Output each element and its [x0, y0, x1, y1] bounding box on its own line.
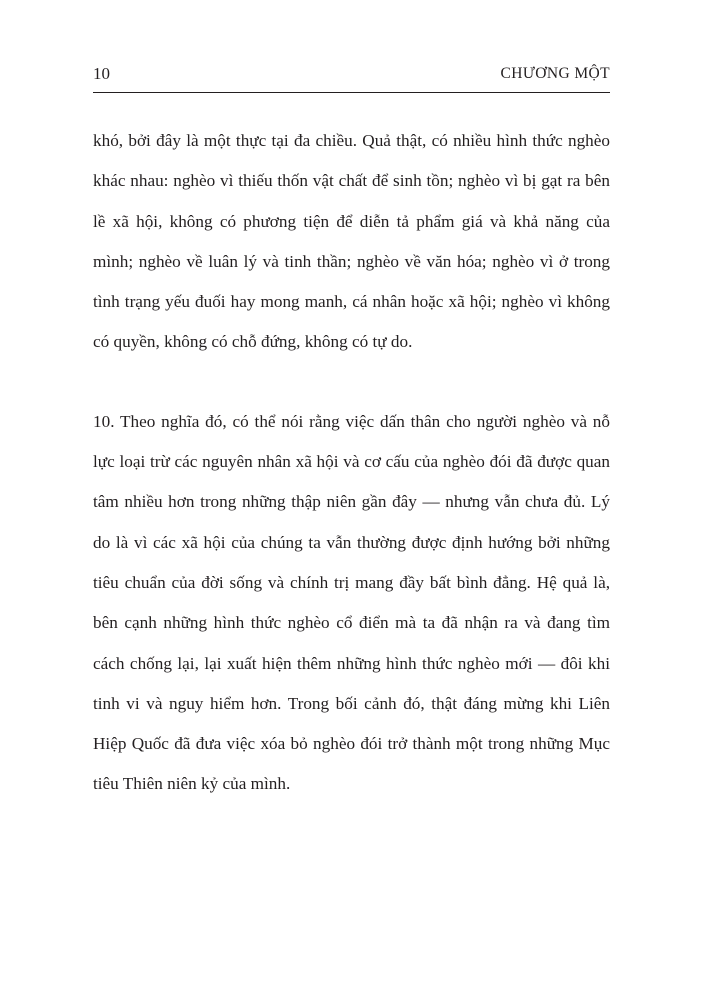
- running-header: [93, 64, 610, 93]
- paragraph-10: 10. Theo nghĩa đó, có thể nói rằng việc dấn thân cho người nghèo và nỗ lực loại trừ các nguyên nhân xã hội và cơ cấu của nghèo đói đã được quan tâm nhiều hơn trong những thập niên gần đây — nhưng vẫn chưa đủ. Lý do là vì các xã hội của chúng ta vẫn thường được định hướng bởi những tiêu chuẩn của đời sống và chính trị mang đầy bất bình đẳng. Hệ quả là, bên cạnh những hình thức nghèo cổ điển mà ta đã nhận ra và đang tìm cách chống lại, lại xuất hiện thêm những hình thức nghèo mới — đôi khi tinh vi và nguy hiểm hơn. Trong bối cảnh đó, thật đáng mừng khi Liên Hiệp Quốc đã đưa việc xóa bỏ nghèo đói trở thành một trong những Mục tiêu Thiên niên kỷ của mình.: [93, 411, 610, 794]
- page-number: 10: [93, 64, 110, 83]
- chapter-title: CHƯƠNG MỘT: [500, 65, 610, 82]
- paragraph-continuation: khó, bởi đây là một thực tại đa chiều. Quả thật, có nhiều hình thức nghèo khác nhau: nghèo vì thiếu thốn vật chất để sinh tồn; nghèo vì bị gạt ra bên lề xã hội, không có phương tiện để diễn tả phẩm giá và khả năng của mình; nghèo về luân lý và tinh thần; nghèo về văn hóa; nghèo vì ở trong tình trạng yếu đuối hay mong manh, cá nhân hoặc xã hội; nghèo vì không có quyền, không có chỗ đứng, không có tự do.: [93, 131, 610, 352]
- page-body: [93, 121, 610, 805]
